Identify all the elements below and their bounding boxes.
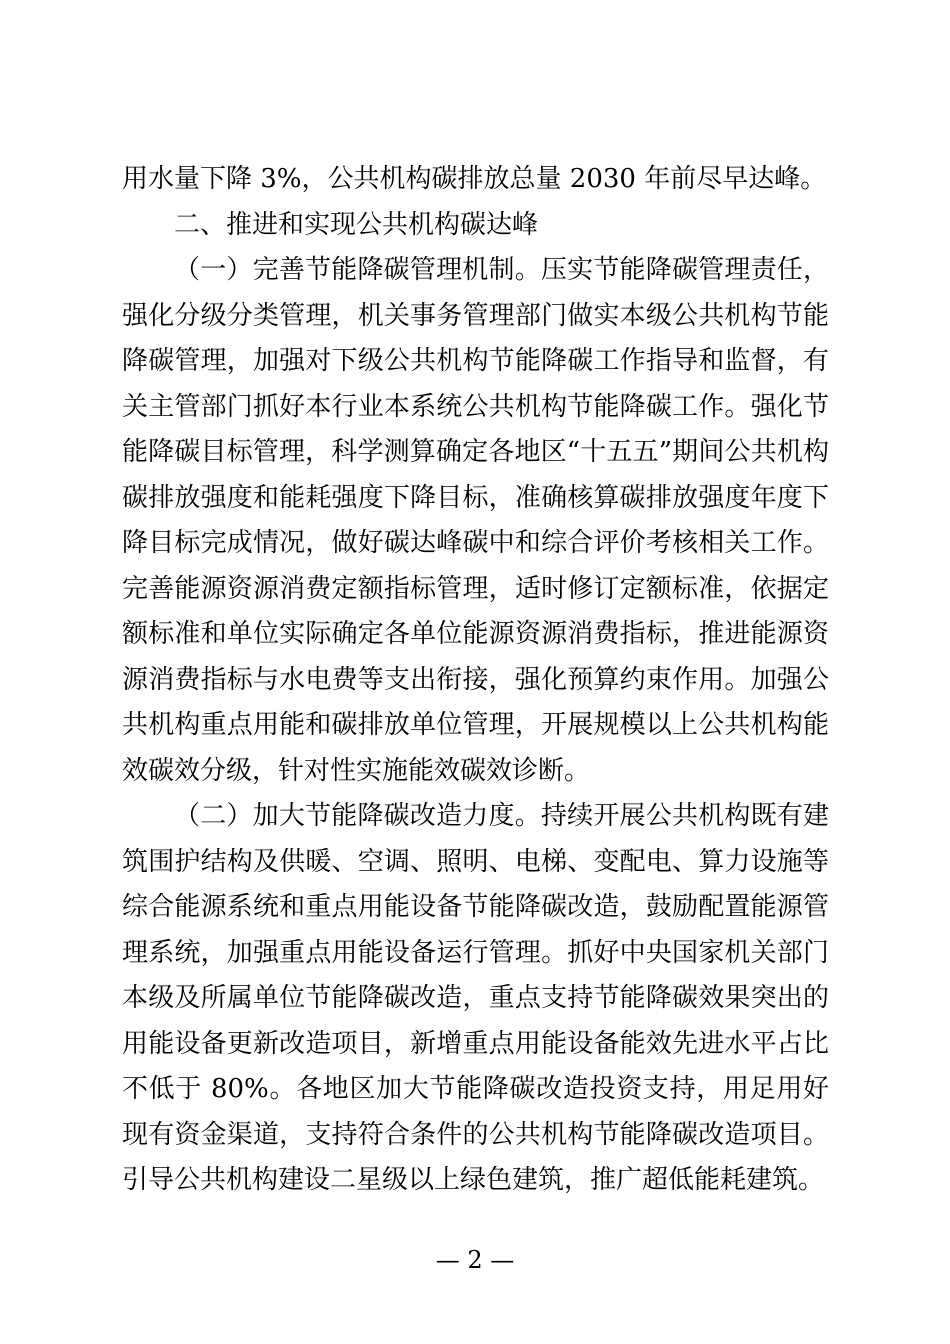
paragraph-text: 用水量下降 3%，公共机构碳排放总量 2030 年前尽早达峰。 [122, 164, 827, 194]
paragraph-text: 压实节能降碳管理责任，强化分级分类管理，机关事务管理部门做实本级公共机构节能降碳管理，加强对下级公共机构节能降碳工作指导和监督，有关主管部门抓好本行业本系统公共机构节能降碳工作。强化节能降碳目标管理，科学测算确定各地区“十五五”期间公共机构碳排放强度和能耗强度下降目标，准确核算碳排放强度年度下降目标完成情况，做好碳达峰碳中和综合评价考核相关工作。完善能源资源消费定额指标管理，适时修订定额标准，依据定额标准和单位实际确定各单位能源资源消费指标，推进能源资源消费指标与水电费等支出衔接，强化预算约束作用。加强公共机构重点用能和碳排放单位管理，开展规模以上公共机构能效碳效分级，针对性实施能效碳效诊断。 [122, 255, 829, 786]
page-number: — 2 — [435, 1246, 515, 1274]
subsection-lead: （一）完善节能降碳管理机制。 [174, 255, 541, 285]
document-body [122, 157, 829, 1204]
section-heading-text: 二、推进和实现公共机构碳达峰 [174, 209, 539, 240]
paragraph-text: 持续开展公共机构既有建筑围护结构及供暖、空调、照明、电梯、变配电、算力设施等综合能源系统和重点用能设备节能降碳改造，鼓励配置能源管理系统，加强重点用能设备运行管理。抓好中央国家机关部门本级及所属单位节能降碳改造，重点支持节能降碳效果突出的用能设备更新改造项目，新增重点用能设备能效先进水平占比不低于 80%。各地区加大节能降碳改造投资支持，用足用好现有资金渠道，支持符合条件的公共机构节能降碳改造项目。引导公共机构建设二星级以上绿色建筑，推广超低能耗建筑。 [122, 801, 829, 1195]
paragraph-management-mechanism [122, 248, 829, 794]
paragraph-continuation [122, 157, 829, 203]
subsection-lead: （二）加大节能降碳改造力度。 [174, 801, 541, 831]
section-heading [122, 203, 829, 249]
paragraph-retrofit [122, 794, 829, 1204]
